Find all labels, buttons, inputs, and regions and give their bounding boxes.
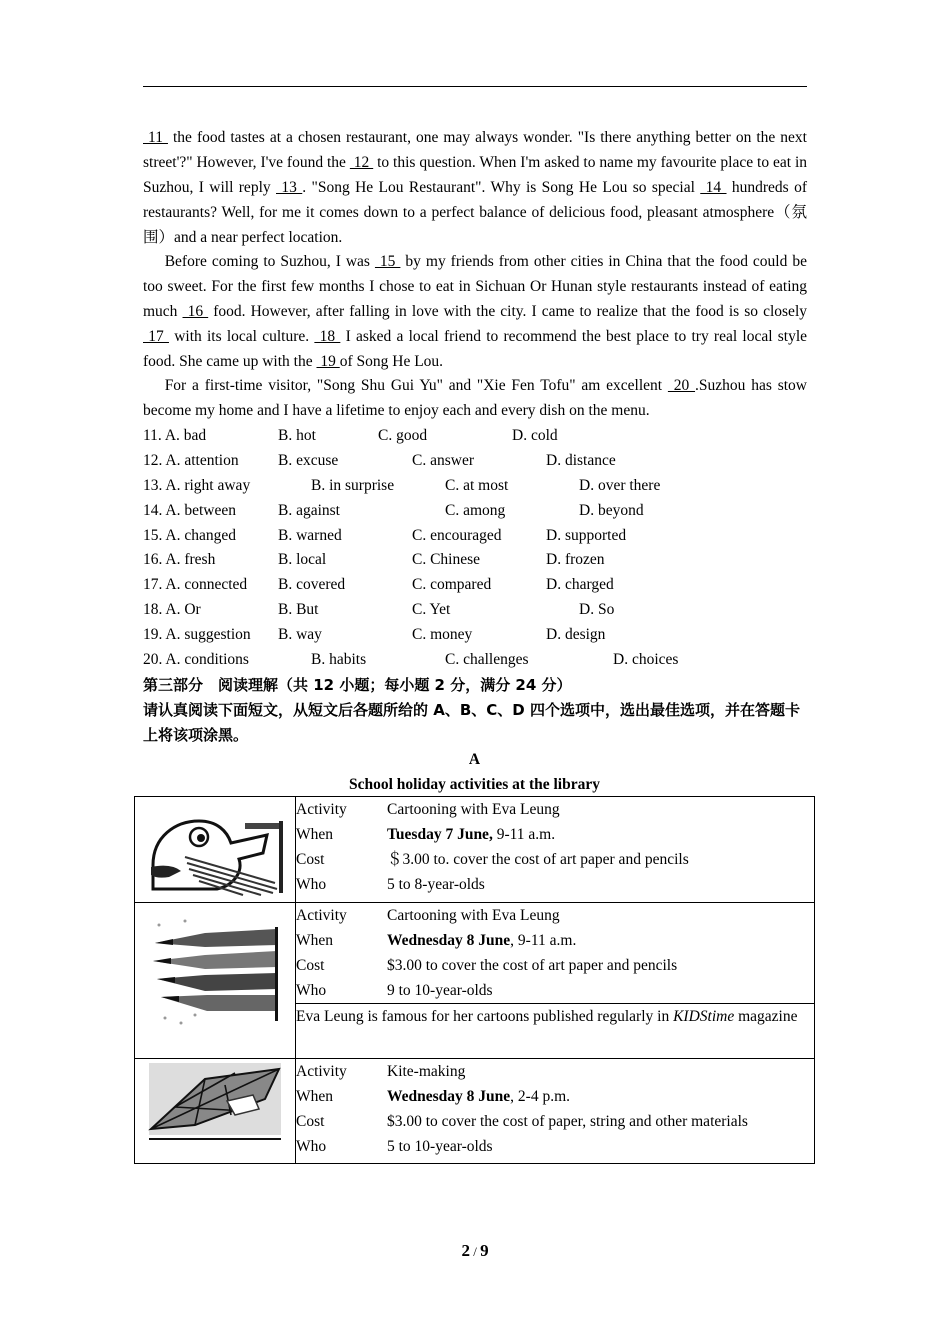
part-letter: A: [468, 751, 481, 768]
pencils-picture: [135, 903, 295, 1053]
note-text-end: magazine: [734, 1008, 798, 1025]
option-d: D. supported: [546, 526, 627, 544]
activity-details: [296, 797, 814, 897]
question-row-14: [143, 499, 807, 524]
question-row-19: [143, 623, 807, 648]
cost-value: $3.00 to cover the cost of paper, string and other materials: [387, 1113, 748, 1130]
passage-text: For a first-time visitor, "Song Shu Gui Yu" and "Xie Fen Tofu" am excellent: [164, 377, 668, 394]
passage-text: by my friends from other cities in China that the food could be too sweet. For the first few months I chose to eat in Sichuan Or Hunan style restaurants instead of eating much: [143, 253, 807, 320]
activity-label: Activity: [296, 907, 347, 924]
when-value: [387, 1084, 814, 1109]
option-b: B. in surprise: [311, 476, 395, 494]
option-b: B. But: [278, 601, 319, 619]
blank-17: 17: [143, 328, 169, 345]
when-label: When: [296, 826, 334, 843]
cartoon-bird-picture: [135, 797, 295, 897]
cost-value: ＄3.00 to. cover the cost of art paper and pencils: [387, 851, 689, 868]
activities-table: [134, 796, 815, 1164]
question-row-20: [143, 648, 807, 673]
magazine-name: KIDStime: [673, 1008, 735, 1025]
question-row-11: [143, 424, 807, 449]
question-row-13: [143, 474, 807, 499]
option-c: C. good: [378, 427, 428, 444]
passage-text: food. However, after falling in love with the city. I came to realize that the food is so closely: [208, 303, 807, 320]
option-c: C. answer: [412, 451, 474, 469]
option-b: B. local: [278, 551, 327, 569]
activity-details-cell: [296, 1059, 815, 1164]
option-c: C. compared: [412, 576, 492, 594]
option-c: C. money: [412, 626, 473, 644]
option-b: B. warned: [278, 526, 342, 544]
passage-paragraph-2: [143, 249, 807, 374]
option-a: 11. A. bad: [143, 427, 207, 444]
when-date: Wednesday 8 June: [387, 1088, 511, 1105]
activity-details-cell: [296, 797, 815, 903]
activity-row-2: [135, 903, 815, 1059]
option-a: 16. A. fresh: [143, 551, 216, 569]
option-d: D. design: [546, 626, 606, 644]
when-value: [387, 822, 814, 847]
option-a: 19. A. suggestion: [143, 626, 251, 644]
passage-text: of Song He Lou.: [339, 353, 444, 370]
passage-text: I asked a local friend to recommend the best place to try real local style food. She came up with the: [143, 328, 808, 370]
passage-text: .Suzhou has stow become my home and I have a lifetime to enjoy each and every dish on the menu.: [143, 377, 807, 419]
question-row-18: [143, 598, 807, 623]
kite-picture: [135, 1059, 295, 1158]
cost-value: $3.00 to cover the cost of art paper and pencils: [387, 957, 678, 974]
option-c: C. at most: [445, 476, 509, 494]
option-a: 13. A. right away: [143, 476, 251, 494]
activity-row-3: [135, 1059, 815, 1164]
when-label: When: [296, 932, 334, 949]
page-separator: /: [469, 1244, 481, 1259]
answer-options: [143, 424, 807, 673]
option-d: D. over there: [579, 476, 661, 494]
blank-16: 16: [182, 303, 209, 320]
table-title: School holiday activities at the library: [348, 776, 600, 793]
passage-paragraph-1: [143, 125, 807, 250]
note-text: Eva Leung is famous for her cartoons published regularly in: [296, 1008, 674, 1025]
activity-picture-cell: [135, 903, 296, 1059]
option-c: C. among: [445, 501, 506, 519]
when-time: , 2-4 p.m.: [510, 1088, 571, 1105]
activity-picture-cell: [135, 797, 296, 903]
option-d: D. cold: [512, 427, 558, 444]
who-label: Who: [296, 1138, 327, 1155]
cost-label: Cost: [296, 957, 325, 974]
activity-value: Cartooning with Eva Leung: [387, 907, 560, 924]
option-a: 18. A. Or: [143, 601, 201, 619]
option-c: C. encouraged: [412, 526, 502, 544]
passage-text: . "Song He Lou Restaurant". Why is Song He Lou so special: [302, 179, 701, 196]
who-value: 9 to 10-year-olds: [387, 982, 493, 999]
who-label: Who: [296, 982, 327, 999]
activity-value: Kite-making: [387, 1063, 466, 1080]
blank-19: 19: [316, 353, 340, 370]
passage-paragraph-3: [143, 373, 807, 423]
artist-note: [296, 1004, 814, 1030]
option-a: 15. A. changed: [143, 526, 236, 544]
activity-row-1: [135, 797, 815, 903]
passage-text: to this question. When I'm asked to name my favourite place to eat in Suzhou, I will reply: [143, 154, 808, 196]
passage-text: Before coming to Suzhou, I was: [164, 253, 375, 270]
total-pages: 9: [480, 1241, 489, 1260]
blank-15: 15: [374, 253, 401, 270]
question-row-17: [143, 573, 807, 598]
passage-text: with its local culture.: [168, 328, 315, 345]
when-label: When: [296, 1088, 334, 1105]
option-b: B. against: [278, 501, 340, 519]
blank-12: 12: [349, 154, 374, 171]
option-b: B. hot: [278, 427, 316, 444]
blank-13: 13: [276, 179, 303, 196]
when-time: 9-11 a.m.: [492, 826, 556, 843]
section-instruction: 请认真阅读下面短文，从短文后各题所给的 A、B、C、D 四个选项中，选出最佳选项，并在答题卡上将该项涂黑。: [143, 701, 800, 744]
question-row-12: [143, 449, 807, 474]
blank-18: 18: [314, 328, 341, 345]
option-d: D. distance: [546, 451, 616, 469]
question-row-15: [143, 524, 807, 549]
option-b: B. excuse: [278, 451, 339, 469]
header-rule: [143, 86, 807, 87]
option-c: C. challenges: [445, 651, 529, 669]
blank-20: 20: [667, 377, 696, 394]
who-label: Who: [296, 876, 327, 893]
when-time: , 9-11 a.m.: [510, 932, 577, 949]
who-value: 5 to 8-year-olds: [387, 876, 485, 893]
activity-label: Activity: [296, 801, 347, 818]
option-d: D. So: [579, 601, 615, 619]
option-b: B. way: [278, 626, 322, 644]
option-a: 12. A. attention: [143, 451, 239, 469]
when-date: Wednesday 8 June: [387, 932, 511, 949]
option-d: D. frozen: [546, 551, 605, 569]
option-d: D. beyond: [579, 501, 644, 519]
option-a: 17. A. connected: [143, 576, 248, 594]
cost-label: Cost: [296, 851, 325, 868]
current-page: 2: [461, 1241, 470, 1260]
who-value: 5 to 10-year-olds: [387, 1138, 493, 1155]
option-b: B. covered: [278, 576, 346, 594]
activity-details-cell: [296, 903, 815, 1059]
page-number: [0, 1241, 950, 1261]
option-c: C. Yet: [412, 601, 451, 619]
passage-text: the food tastes at a chosen restaurant, one may always wonder. "Is there anything better on the next street'?" However, I've found the: [143, 129, 807, 171]
blank-14: 14: [700, 179, 727, 196]
activity-picture-cell: [135, 1059, 296, 1164]
blank-11: 11: [143, 129, 168, 146]
activity-details: [296, 903, 814, 1029]
when-value: [387, 928, 814, 953]
option-d: D. choices: [613, 651, 679, 669]
option-a: 20. A. conditions: [143, 651, 249, 669]
option-a: 14. A. between: [143, 501, 236, 519]
passage-text: hundreds of restaurants? Well, for me it comes down to a perfect balance of delicious food, pleasant atmosphere（氛围）and a near perfect location.: [143, 179, 807, 246]
option-c: C. Chinese: [412, 551, 481, 569]
option-b: B. habits: [311, 651, 367, 669]
when-date: Tuesday 7 June,: [387, 826, 493, 843]
cost-label: Cost: [296, 1113, 325, 1130]
option-d: D. charged: [546, 576, 614, 594]
activity-label: Activity: [296, 1063, 347, 1080]
activity-value: Cartooning with Eva Leung: [387, 801, 560, 818]
section-title: 第三部分 阅读理解（共 12 小题；每小题 2 分，满分 24 分）: [143, 676, 572, 694]
activity-details: [296, 1059, 814, 1159]
question-row-16: [143, 548, 807, 573]
